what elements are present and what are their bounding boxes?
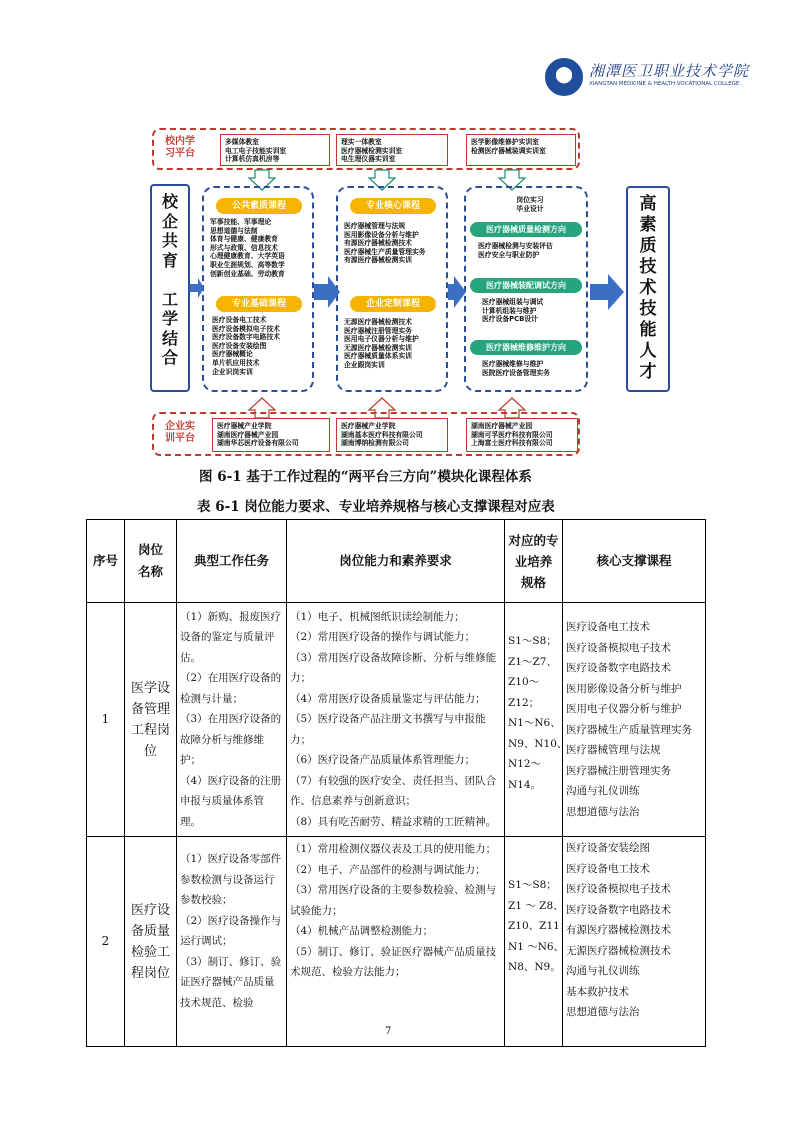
ability-item: （3）常用医疗设备故障诊断、分析与维修能力； [290,651,497,685]
school-name-cn: 湘潭医卫职业技术学院 [589,62,750,80]
direction-2-items: 医疗器械组装与调试 计算机组装与维护 医疗设备PCB设计 [482,298,544,324]
course-item: 医疗器械生产质量管理实务 [566,723,692,736]
page-number: 7 [385,1026,392,1037]
row-post: 医疗设 备质量 检验工 程岗位 [125,837,177,1047]
table-row [87,837,706,1047]
row-courses [563,837,706,1047]
row-courses [563,603,706,837]
row-abilities [287,837,505,1047]
enterprise-box-3: 湖南医疗器械产业园 湖南可孚医疗科技有限公司 上海富士医疗科技有限公司 [466,418,578,452]
course-item: 医疗器械注册管理实务 [566,764,671,777]
course-item: 医疗器械管理与法规 [566,744,661,756]
direction-3-items: 医疗器械维修与维护 医院医疗设备管理实务 [482,360,550,377]
competency-table [86,519,706,1047]
row-tasks [177,603,287,837]
header-abilities: 岗位能力和素养要求 [287,520,505,603]
ability-item: （7）有较强的医疗安全、责任担当、团队合作、信息素养与创新意识； [290,774,497,808]
ability-item: （1）电子、机械图纸识读绘制能力； [290,610,465,623]
course-item: 有源医疗器械检测技术 [566,924,671,936]
enterprise-box-1: 医疗器械产业学院 湖南医疗器械产业园 湖南华芯医疗设备有限公司 [212,418,330,452]
row-no: 1 [87,603,125,837]
ability-item: （1）常用检测仪器仪表及工具的使用能力； [290,843,497,855]
ability-item: （4）常用医疗设备质量鉴定与评估能力； [290,692,486,705]
course-item: 医疗设备模拟电子技术 [566,641,671,654]
ability-item: （4）机械产品调整检测能力； [290,925,434,937]
col2-title-2: 企业定制课程 [350,296,436,312]
row-abilities [287,603,505,837]
task-item: （4）医疗设备的注册申报与质量体系管理。 [180,774,282,828]
col1-title-1: 公共素质课程 [216,198,302,214]
task-item: （2）在用医疗设备的检测与计量； [180,672,282,705]
direction-3-title: 医疗器械维修维护方向 [470,340,582,355]
course-item: 沟通与礼仪训练 [566,785,640,797]
figure-caption: 图 6-1 基于工作过程的“两平台三方向”模块化课程体系 [199,469,532,485]
course-item: 医疗设备模拟电子技术 [566,883,671,895]
ability-item: （3）常用医疗设备的主要参数检验、检测与试验能力； [290,884,497,917]
task-item: （2）医疗设备操作与运行调试； [180,914,282,947]
col2-items-1: 医疗器械管理与法规 医用影像设备分析与维护 有源医疗器械检测技术 医疗器械生产质量管理实务 有源医疗器械检测实训 [344,222,426,265]
campus-box-1: 多媒体教室 电工电子技能实训室 计算机仿真机房等 [220,134,330,166]
right-vertical-text: 高 素 质 技 术 技 能 人 才 [639,194,657,382]
table-row [87,603,706,837]
school-emblem-icon [545,58,583,96]
header-courses: 核心支撑课程 [563,520,706,603]
school-logo [545,58,750,98]
enterprise-box-2: 医疗器械产业学院 湖南基本医疗科技有限公司 湖南博纳检测有限公司 [336,418,448,452]
col2-title-1: 专业核心课程 [350,198,436,214]
course-item: 沟通与礼仪训练 [566,965,640,977]
direction-1-title: 医疗器械质量检测方向 [470,222,582,237]
course-item: 医疗设备数字电路技术 [566,903,671,916]
course-item: 医疗设备电工技术 [566,621,650,633]
course-item: 无源医疗器械检测技术 [566,944,671,957]
ability-item: （6）医疗设备产品质量体系管理能力； [290,754,476,767]
col2-items-2: 无源医疗器械检测技术 医疗器械注册管理实务 医用电子仪器分析与维护 无源医疗器械检测实训 医疗器械质量体系实训 企业跟岗实训 [344,318,419,369]
course-item: 医用电子仪器分析与维护 [566,703,682,715]
course-item: 思想道德与法治 [566,805,640,818]
left-vertical-text: 校 企 共 育 工 学 结 合 [161,192,178,367]
header-specs: 对应的专 业培养 规格 [505,520,563,603]
ability-item: （2）常用医疗设备的操作与调试能力； [290,631,476,644]
school-name-en: XIANGTAN MEDICINE & HEALTH VOCATIONAL COLLEGE [589,81,740,87]
ability-item: （5）制订、修订、验证医疗器械产品质量技术规范、检验方法能力； [290,945,497,978]
campus-box-2: 理实一体教室 医疗器械检测实训室 电生理仪器实训室 [336,134,448,166]
row-tasks [177,837,287,1047]
row-post: 医学设 备管理 工程岗 位 [125,603,177,837]
course-item: 基本救护技术 [566,985,629,998]
task-item: （3）在用医疗设备的故障分析与维修维护； [180,713,282,767]
task-item: （1）新购、报废医疗设备的鉴定与质量评估。 [180,610,282,664]
col1-title-2: 专业基础课程 [216,296,302,312]
col1-items-2: 医疗设备电工技术 医疗设备模拟电子技术 医疗设备数字电路技术 医疗设备安装绘图 医疗器械概论 单片机应用技术 企业识岗实训 [212,316,280,376]
header-post: 岗位 名称 [125,520,177,603]
col3-top-text: 岗位实习 毕业设计 [516,196,544,213]
course-item: 思想道德与法治 [566,1006,640,1018]
row-specs: S1～S8； Z1 ～ Z8、 Z10、Z11； N1 ～N6、 N8、N9。 [505,837,563,1047]
ability-item: （5）医疗设备产品注册文书撰写与申报能力； [290,713,486,746]
task-item: （3）制订、修订、验证医疗器械产品质量技术规范、检验 [180,955,282,1009]
table-caption: 表 6-1 岗位能力要求、专业培养规格与核心支撑课程对应表 [197,499,555,515]
ability-item: （2）电子、产品部件的检测与调试能力； [290,863,486,876]
direction-1-items: 医疗器械检测与安装评估 医疗安全与职业防护 [478,242,553,259]
enterprise-platform-label: 企业实 训平台 [165,421,195,444]
course-item: 医疗设备数字电路技术 [566,662,671,674]
row-no: 2 [87,837,125,1047]
header-no: 序号 [87,520,125,603]
col1-items-1: 军事技能、军事理论 思想道德与法制 体育与健康、健康教育 形式与政策、信息技术 心理健康教育、大学英语 职业生涯规划、高等数学 创新创业基础、劳动教育 [210,218,285,278]
course-item: 医用影像设备分析与维护 [566,682,682,695]
curriculum-diagram [150,128,670,458]
course-item: 医疗设备安装绘图 [566,842,650,854]
ability-item: （8）具有吃苦耐劳、精益求精的工匠精神。 [290,815,497,828]
header-tasks: 典型工作任务 [177,520,287,603]
direction-2-title: 医疗器械装配调试方向 [470,278,582,293]
task-item: （1）医疗设备零部件参数检测与设备运行参数校验； [180,853,282,906]
course-item: 医疗设备电工技术 [566,862,650,875]
campus-box-3: 医学影像维修护实训室 检测医疗器械装调实训室 [466,134,576,166]
campus-platform-label: 校内学 习平台 [165,136,195,159]
row-specs: S1～S8； Z1～Z7、 Z10～ Z12； N1～N6、 N9、N10、 N12～ N14。 [505,603,563,837]
flow-arrows [150,128,670,458]
